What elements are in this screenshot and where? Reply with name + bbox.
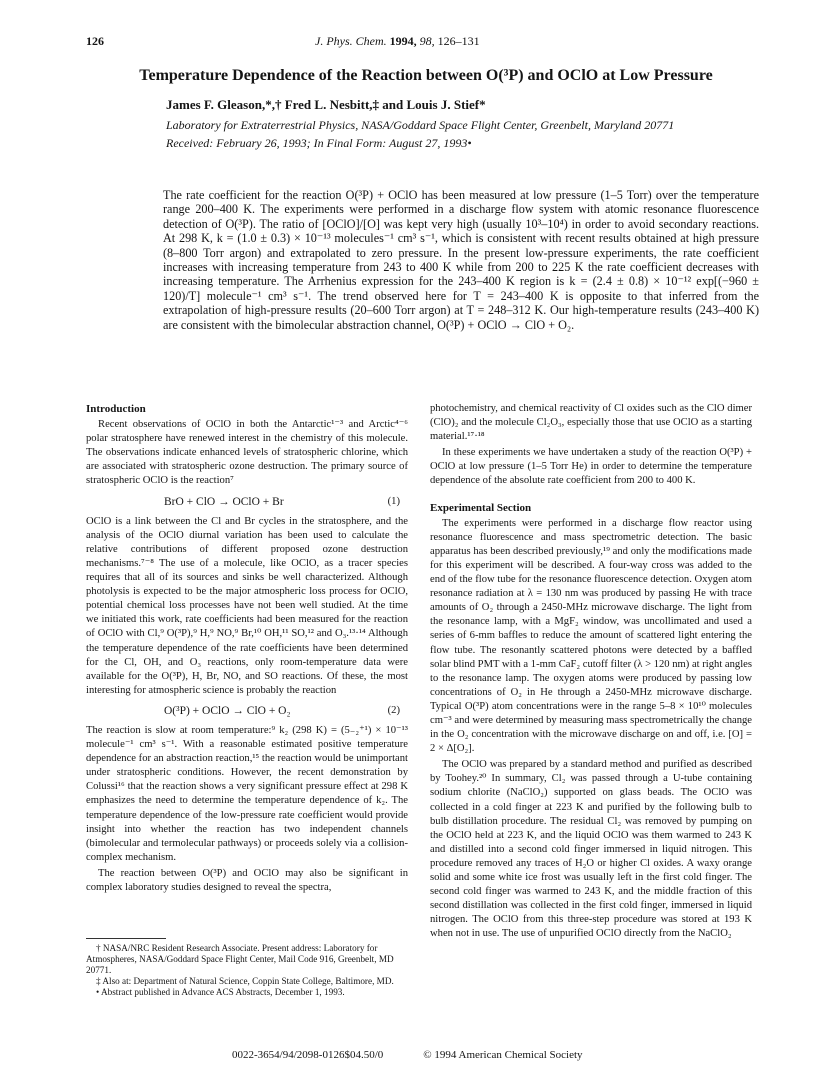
footnote: † NASA/NRC Resident Research Associate. Present address: Laboratory for Atmospheres, NASA/Goddard Space Flight Center, Mail Code 916, Greenbelt, MD 20771. <box>86 943 394 975</box>
equation-2 <box>86 704 408 718</box>
right-column <box>430 402 752 943</box>
journal-year: 1994, <box>389 34 417 48</box>
footnote-rule <box>86 938 166 939</box>
equation-text: BrO + ClO → OClO + Br <box>164 495 284 508</box>
equation-1 <box>86 495 408 509</box>
paragraph: The reaction between O(³P) and OClO may also be significant in complex laboratory studies designed to reveal the spectra, <box>86 867 408 893</box>
equation-number: (2) <box>387 704 400 716</box>
paragraph: The reaction is slow at room temperature:⁹ k₂ (298 K) = (5₋₂⁺¹) × 10⁻¹³ molecule⁻¹ cm³ s⁻¹. With a reasonable estimated positive temperature dependence for an abstraction reaction,¹⁵ the reaction would be unimportant under stratospheric conditions. However, the recent demonstration by Colussi¹⁶ that the reaction shows a very significant pressure effect at 298 K emphasizes the need to determine the temperature dependence of k₂. The temperature dependence of the low-pressure rate coefficient would provide insight into whether the reaction has two independent channels (bimolecular and termolecular pathways) or proceeds solely via a collision-complex mechanism. <box>86 724 408 863</box>
paragraph: OClO is a link between the Cl and Br cycles in the stratosphere, and the analysis of the OClO diurnal variation has been used to calculate the relative contributions of different proposed ozone destruction mechanisms.⁷⁻⁸ The use of a molecule, like OClO, as a tracer species requires that all of its sources and sinks be well characterized. Although photolysis is expected to be the major atmospheric loss process for OClO, potential chemical loss processes have not been well studied. At the time we initiated this work, rate coefficients had been measured for the reaction of OClO with Cl,⁹ O(³P),⁹ H,⁹ NO,⁹ Br,¹⁰ OH,¹¹ SO,¹² and O₃.¹³·¹⁴ Although the temperature dependence of the rate coefficients have been determined for the Cl, OH, and O₃ reactions, only room-temperature data were available for the O(³P), H, Br, NO, and SO reactions. Of these, the most interesting for atmospheric science is probably the reaction <box>86 515 408 696</box>
equation-number: (1) <box>387 495 400 507</box>
paragraph: In these experiments we have undertaken a study of the reaction O(³P) + OClO at low pressure (1–5 Torr He) in order to determine the temperature dependence of the absolute rate coefficient from 200 to 400 K. <box>430 447 752 487</box>
page-footer <box>232 1049 652 1061</box>
footnotes <box>86 938 408 998</box>
section-heading-introduction: Introduction <box>86 403 146 415</box>
abstract: The rate coefficient for the reaction O(³P) + OClO has been measured at low pressure (1–5 Torr) over the temperature range 200–400 K. The experiments were performed in a discharge flow system with atomic resonance fluorescence detection of O(³P). The ratio of [OClO]/[O] was kept very high (usually 10³–10⁴) in order to avoid secondary reactions. At 298 K, k = (1.0 ± 0.3) × 10⁻¹³ molecules⁻¹ cm³ s⁻¹, which is consistent with recent results obtained at high pressure (8–800 Torr argon) and extrapolated to zero pressure. In the present low-pressure experiments, the rate coefficient increases with increasing temperature from 243 to 400 K while from 200 to 225 K the rate coefficient decreases with increasing temperature. The Arrhenius expression for the 243–400 K region is k = (2.4 ± 0.8) × 10⁻¹² exp[(−960 ± 120)/T] molecule⁻¹ cm³ s⁻¹. The trend observed here for T = 243–400 K is opposite to that inferred from the extrapolation of high-pressure results (20–600 Torr argon) at T = 248–312 K. Our high-temperature results (243–400 K) are consistent with the bimolecular abstraction channel, O(³P) + OClO → ClO + O₂. <box>163 188 759 332</box>
paragraph: photochemistry, and chemical reactivity of Cl oxides such as the ClO dimer (ClO)₂ and the molecule Cl₂O₃, especially those that use OClO as a starting material.¹⁷·¹⁸ <box>430 403 752 443</box>
paragraph: The OClO was prepared by a standard method and purified as described by Toohey.²⁰ In summary, Cl₂ was passed through a U-tube containing sodium chlorite (NaClO₂) supported on glass beads. The OClO was collected in a cold finger at 223 K and purified by the following bulb to bulb distillation procedure. The residual Cl₂ was removed by pumping on the OClO held at 223 K, and the liquid OClO was them warmed to 243 K and distilled into a second cold finger immersed in liquid nitrogen. This procedure removed any traces of H₂O or higher Cl oxides. A waxy orange solid and some white ice frost was usually left in the first cold finger. The second cold finger was warmed to 243 K, and the middle fraction of this second distillation was collected in the first cold finger, immersed in liquid nitrogen. The OClO from this three-step procedure was stored at 193 K when not in use. The use of unpurified OClO directly from the NaClO₂ <box>430 759 752 940</box>
journal-pages: 126–131 <box>437 34 480 48</box>
left-column <box>86 402 408 897</box>
footnote: • Abstract published in Advance ACS Abstracts, December 1, 1993. <box>96 987 345 997</box>
affiliation-block <box>166 116 786 152</box>
copyright: © 1994 American Chemical Society <box>423 1049 583 1061</box>
equation-text: O(³P) + OClO → ClO + O₂ <box>164 704 291 717</box>
paragraph: Recent observations of OClO in both the Antarctic¹⁻³ and Arctic⁴⁻⁶ polar stratosphere have renewed interest in the chemistry of this molecule. The observations indicate enhanced levels of stratospheric chlorine, which are associated with stratospheric ozone destruction. The primary source of stratospheric OClO is the reaction⁷ <box>86 419 408 487</box>
paragraph: The experiments were performed in a discharge flow reactor using resonance fluorescence and mass spectrometric detection. The basic apparatus has been described previously,¹⁹ and only the modifications made for this experiment will be described. A four-way cross was added to the end of the flow tube for the resonance fluorescence detection. Oxygen atom resonance radiation at λ = 130 nm was produced by passing He with trace amounts of O₂ through a 2450-MHz microwave discharge. The light from the resonance lamp, with a MgF₂ window, was uncollimated and used a series of 6-mm baffles to reduce the amount of scattered light entering the flow tube. The resonantly scattered photons were detected by a baffled solar blind PMT with a 1-mm CaF₂ cutoff filter (λ > 120 nm) at right angles to the resonance lamp. The oxygen atoms were produced by passing low concentrations of O₂ in He through a 2450-MHz microwave discharge. Typical O(³P) atom concentrations were in the range 5–8 × 10¹⁰ molecules cm⁻³ and were determined by measuring mass spectrometrically the change in the O₂ concentration with the microwave discharge on and off, i.e. [O] = 2 × Δ[O₂]. <box>430 517 752 755</box>
author-list: James F. Gleason,*,† Fred L. Nesbitt,‡ and Louis J. Stief* <box>166 97 486 112</box>
article-code: 0022-3654/94/2098-0126$04.50/0 <box>232 1049 384 1061</box>
journal-citation <box>315 34 595 49</box>
journal-name: J. Phys. Chem. <box>315 34 387 48</box>
article-title: Temperature Dependence of the Reaction between O(³P) and OClO at Low Pressure <box>139 67 713 84</box>
journal-volume: 98, <box>419 34 435 48</box>
affiliation: Laboratory for Extraterrestrial Physics, NASA/Goddard Space Flight Center, Greenbelt, Maryland 20771 <box>166 118 675 132</box>
page-number: 126 <box>86 34 104 48</box>
received-dates: Received: February 26, 1993; In Final Form: August 27, 1993• <box>166 136 472 150</box>
footnote: ‡ Also at: Department of Natural Science, Coppin State College, Baltimore, MD. <box>96 976 394 986</box>
section-heading-experimental: Experimental Section <box>430 501 532 514</box>
